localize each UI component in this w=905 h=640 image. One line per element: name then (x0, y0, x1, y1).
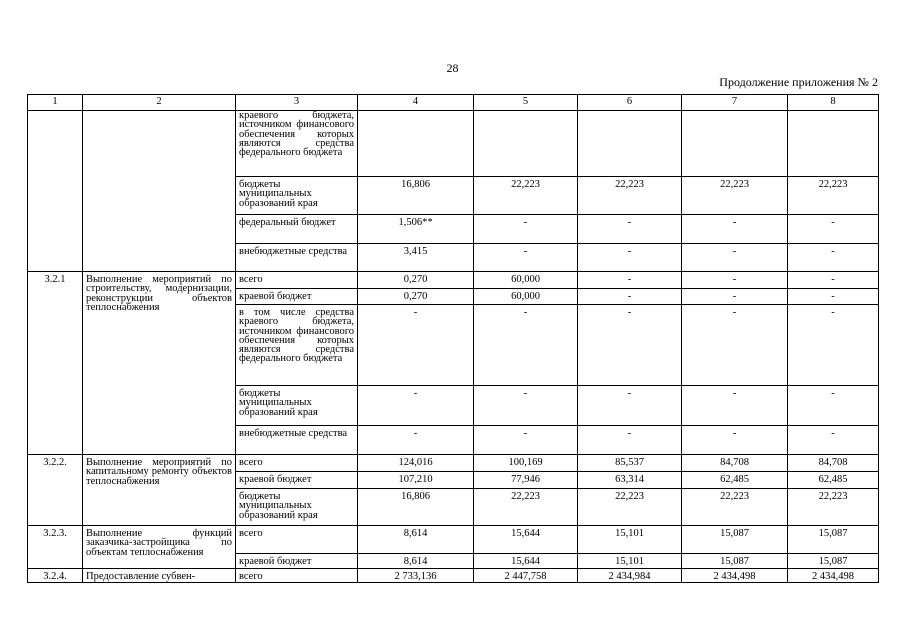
funding-source: бюджеты муниципальных образований края (236, 386, 358, 426)
funding-source: федеральный бюджет (236, 215, 358, 244)
funding-source: всего (236, 526, 358, 554)
value-cell: 107,210 (358, 472, 474, 489)
value-cell: 3,415 (358, 244, 474, 272)
value-cell: - (682, 215, 788, 244)
value-cell (358, 111, 474, 177)
column-header: 7 (682, 95, 788, 111)
value-cell: 100,169 (474, 455, 578, 472)
value-cell (682, 111, 788, 177)
value-cell: - (358, 305, 474, 386)
value-cell: 2 434,498 (682, 569, 788, 583)
table-row (28, 526, 879, 554)
value-cell: 77,946 (474, 472, 578, 489)
column-header: 8 (788, 95, 879, 111)
funding-source: бюджеты муниципальных образований края (236, 489, 358, 526)
value-cell: 22,223 (474, 489, 578, 526)
funding-source: бюджеты муниципальных образований края (236, 177, 358, 215)
column-header: 5 (474, 95, 578, 111)
value-cell: - (788, 426, 879, 455)
value-cell: - (682, 426, 788, 455)
value-cell: 22,223 (578, 177, 682, 215)
value-cell: 15,087 (788, 526, 879, 554)
row-code: 3.2.3. (28, 526, 83, 569)
value-cell (788, 111, 879, 177)
value-cell: 0,270 (358, 289, 474, 305)
value-cell: - (682, 305, 788, 386)
value-cell: - (474, 244, 578, 272)
value-cell: 2 434,498 (788, 569, 879, 583)
value-cell: 22,223 (578, 489, 682, 526)
value-cell: - (682, 244, 788, 272)
value-cell: 84,708 (788, 455, 879, 472)
value-cell (474, 111, 578, 177)
column-header: 1 (28, 95, 83, 111)
funding-source: в том числе средства краевого бюджета, источником финансового обеспечения которых являются средства федерального бюджета (236, 305, 358, 386)
value-cell: - (682, 386, 788, 426)
value-cell: 22,223 (474, 177, 578, 215)
value-cell: 15,087 (682, 526, 788, 554)
value-cell: 60,000 (474, 272, 578, 289)
value-cell: 62,485 (682, 472, 788, 489)
column-header: 4 (358, 95, 474, 111)
table-row (28, 569, 879, 583)
value-cell: 1,506** (358, 215, 474, 244)
row-code: 3.2.2. (28, 455, 83, 526)
row-name: Предоставление субвен- (83, 569, 236, 583)
value-cell: - (578, 386, 682, 426)
value-cell: - (788, 289, 879, 305)
program-table (27, 94, 879, 583)
funding-source: всего (236, 272, 358, 289)
value-cell: 15,087 (788, 554, 879, 569)
column-header: 2 (83, 95, 236, 111)
funding-source: краевой бюджет (236, 554, 358, 569)
value-cell: 15,644 (474, 554, 578, 569)
value-cell: 124,016 (358, 455, 474, 472)
value-cell: - (474, 305, 578, 386)
table-row (28, 272, 879, 289)
value-cell: 22,223 (682, 177, 788, 215)
value-cell: - (578, 426, 682, 455)
column-header: 3 (236, 95, 358, 111)
funding-source: краевой бюджет (236, 289, 358, 305)
value-cell: 15,101 (578, 526, 682, 554)
value-cell: 22,223 (788, 489, 879, 526)
value-cell: - (578, 305, 682, 386)
table-row (28, 455, 879, 472)
value-cell: 15,087 (682, 554, 788, 569)
funding-source: внебюджетные средства (236, 244, 358, 272)
value-cell: - (474, 426, 578, 455)
value-cell: - (358, 386, 474, 426)
value-cell: 8,614 (358, 554, 474, 569)
value-cell: 16,806 (358, 177, 474, 215)
value-cell: 15,101 (578, 554, 682, 569)
value-cell: 62,485 (788, 472, 879, 489)
value-cell: 15,644 (474, 526, 578, 554)
table-row (28, 111, 879, 177)
value-cell: - (788, 244, 879, 272)
value-cell: - (788, 272, 879, 289)
funding-source: всего (236, 569, 358, 583)
row-name: Выполнение мероприятий по капитальному ремонту объектов теплоснабжения (83, 455, 236, 526)
row-name: Выполнение мероприятий по строительству, модернизации, реконструкции объектов теплоснабжения (83, 272, 236, 455)
value-cell: 2 733,136 (358, 569, 474, 583)
value-cell: 8,614 (358, 526, 474, 554)
row-name (83, 111, 236, 272)
value-cell: - (682, 289, 788, 305)
value-cell: 2 447,758 (474, 569, 578, 583)
continuation-note: Продолжение приложения № 2 (719, 75, 878, 89)
value-cell: 85,537 (578, 455, 682, 472)
value-cell: 60,000 (474, 289, 578, 305)
funding-source: краевой бюджет (236, 472, 358, 489)
value-cell: - (788, 305, 879, 386)
value-cell: 0,270 (358, 272, 474, 289)
value-cell: 84,708 (682, 455, 788, 472)
row-code (28, 111, 83, 272)
column-header: 6 (578, 95, 682, 111)
value-cell: - (578, 215, 682, 244)
value-cell: - (578, 272, 682, 289)
row-name: Выполнение функций заказчика-застройщика по объектам теплоснабжения (83, 526, 236, 569)
row-code: 3.2.1 (28, 272, 83, 455)
value-cell: - (578, 244, 682, 272)
funding-source: краевого бюджета, источником финансового обеспечения которых являются средства федерального бюджета (236, 111, 358, 177)
value-cell: - (788, 215, 879, 244)
page-number: 28 (446, 61, 459, 75)
header-row (28, 95, 879, 111)
value-cell: 22,223 (788, 177, 879, 215)
value-cell: 63,314 (578, 472, 682, 489)
value-cell: - (682, 272, 788, 289)
value-cell: - (474, 215, 578, 244)
value-cell: 2 434,984 (578, 569, 682, 583)
value-cell: - (358, 426, 474, 455)
funding-source: внебюджетные средства (236, 426, 358, 455)
value-cell: 16,806 (358, 489, 474, 526)
value-cell: - (788, 386, 879, 426)
row-code: 3.2.4. (28, 569, 83, 583)
funding-source: всего (236, 455, 358, 472)
value-cell: - (578, 289, 682, 305)
value-cell (578, 111, 682, 177)
value-cell: - (474, 386, 578, 426)
value-cell: 22,223 (682, 489, 788, 526)
